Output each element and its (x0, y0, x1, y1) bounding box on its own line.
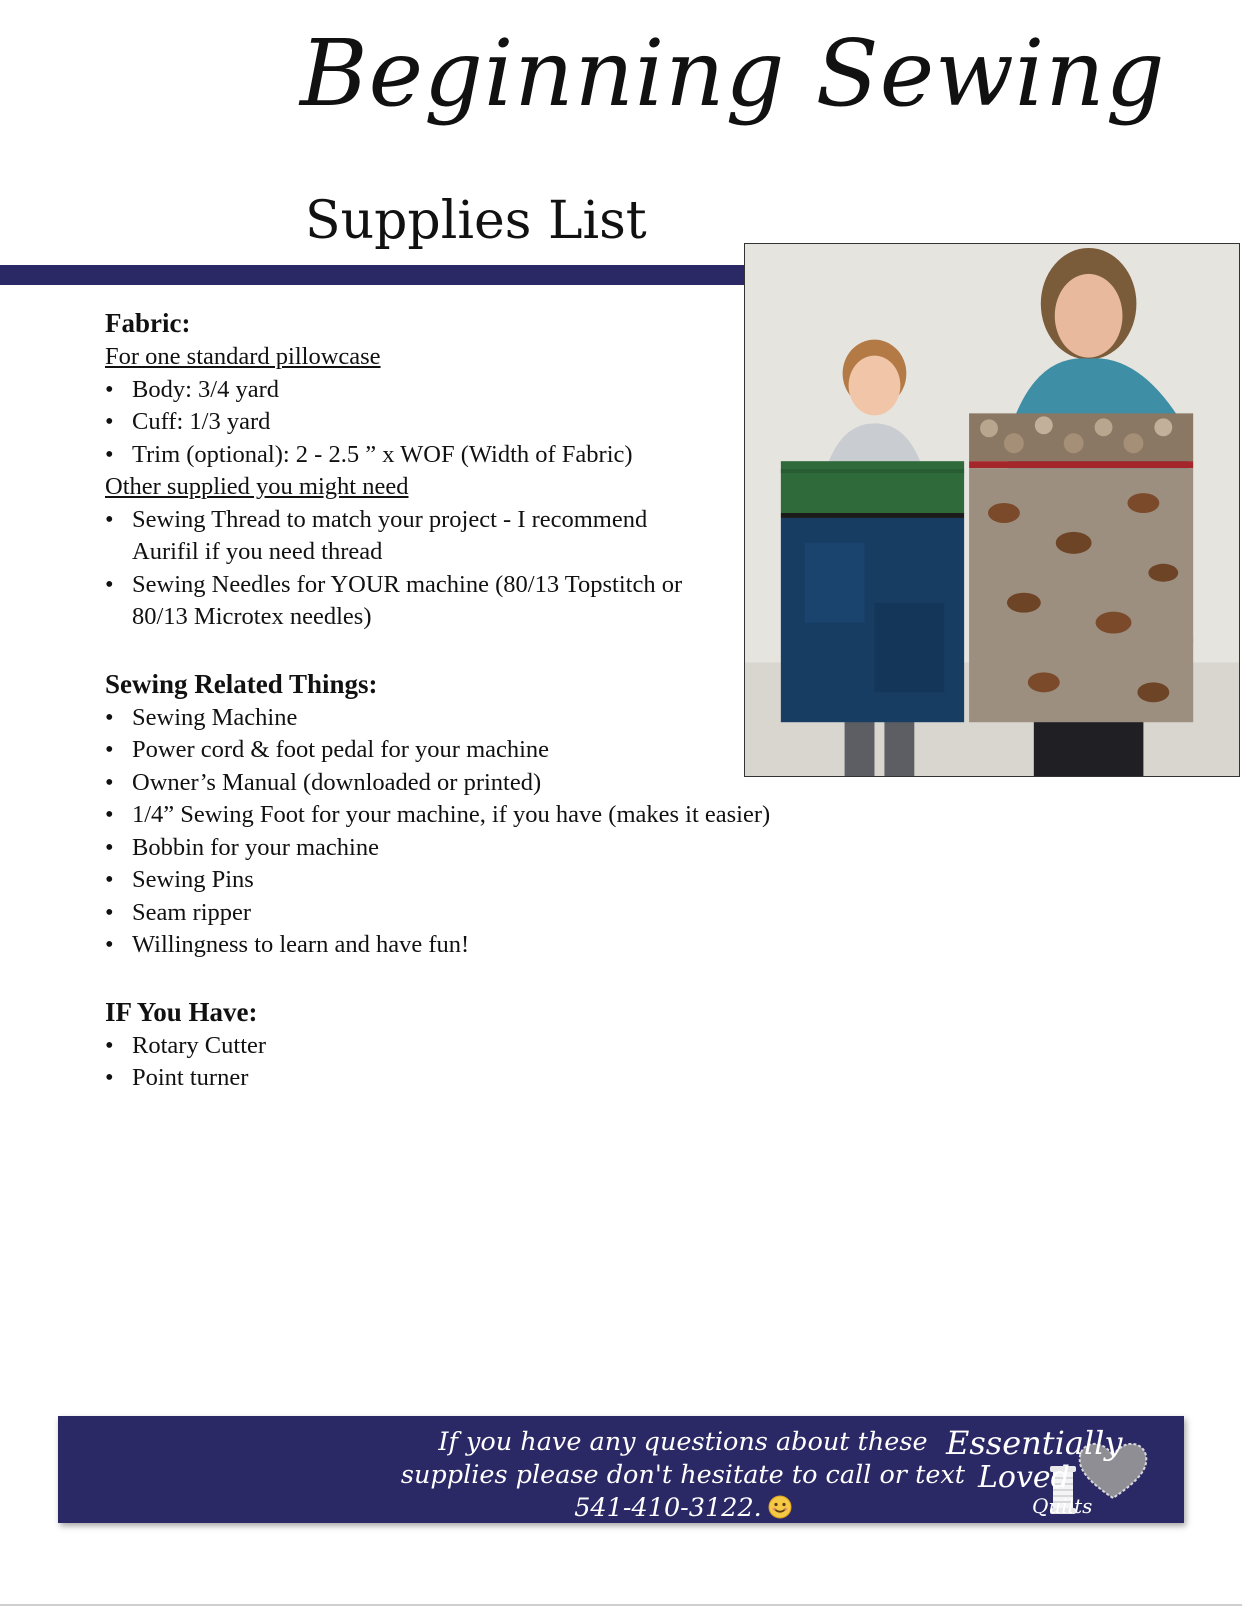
subheading-other-supplies: Other supplied you might need (105, 473, 409, 500)
section-fabric (105, 305, 825, 634)
subheading-pillowcase: For one standard pillowcase (105, 343, 381, 370)
list-sewing-related (105, 702, 825, 962)
section-sewing-related (105, 666, 825, 962)
list-item: • Seam ripper (105, 897, 825, 930)
list-item: • Sewing Pins (105, 864, 825, 897)
list-item: • Point turner (105, 1062, 825, 1095)
list-item: • Power cord & foot pedal for your machine (105, 734, 825, 767)
list-if-you-have (105, 1030, 825, 1095)
heading-fabric: Fabric: (105, 308, 191, 338)
list-item: • Willingness to learn and have fun! (105, 929, 825, 962)
footer-line-2: supplies please don't hesitate to call or text (400, 1460, 966, 1490)
footer-banner (58, 1416, 1184, 1523)
section-if-you-have (105, 994, 825, 1095)
page-title: Beginning Sewing (300, 20, 1166, 127)
list-item: • Rotary Cutter (105, 1030, 825, 1063)
smiling-face-icon (768, 1495, 792, 1528)
page-subtitle: Supplies List (305, 191, 647, 251)
footer-contact-text (358, 1426, 1008, 1528)
page-bottom-rule (0, 1604, 1242, 1606)
list-item: • Cuff: 1/3 yard (105, 406, 825, 439)
footer-phone: 541-410-3122. (574, 1493, 762, 1523)
list-item: • Sewing Thread to match your project - I recommend Aurifil if you need thread (105, 504, 705, 569)
logo-text-quilts: Quilts (1032, 1494, 1093, 1518)
list-item: • Sewing Needles for YOUR machine (80/13 Topstitch or 80/13 Microtex needles) (105, 569, 705, 634)
list-item: • Body: 3/4 yard (105, 374, 825, 407)
header-divider-bar (0, 265, 745, 285)
heading-sewing-related: Sewing Related Things: (105, 668, 378, 699)
list-item: • Sewing Machine (105, 702, 825, 735)
list-other-supplies (105, 504, 705, 634)
heading-if-you-have: IF You Have: (105, 996, 258, 1027)
logo-text-essentially: Essentially (946, 1424, 1123, 1462)
essentially-loved-quilts-logo (936, 1420, 1176, 1520)
logo-text-loved: Loved (978, 1460, 1070, 1495)
list-item: • Bobbin for your machine (105, 832, 825, 865)
list-item: • Trim (optional): 2 - 2.5 ” x WOF (Width of Fabric) (105, 439, 825, 472)
supplies-content (105, 305, 825, 1095)
list-item: • 1/4” Sewing Foot for your machine, if you have (makes it easier) (105, 799, 825, 832)
list-item: • Owner’s Manual (downloaded or printed) (105, 767, 825, 800)
list-pillowcase-fabric (105, 374, 825, 472)
footer-line-1: If you have any questions about these (438, 1427, 928, 1457)
